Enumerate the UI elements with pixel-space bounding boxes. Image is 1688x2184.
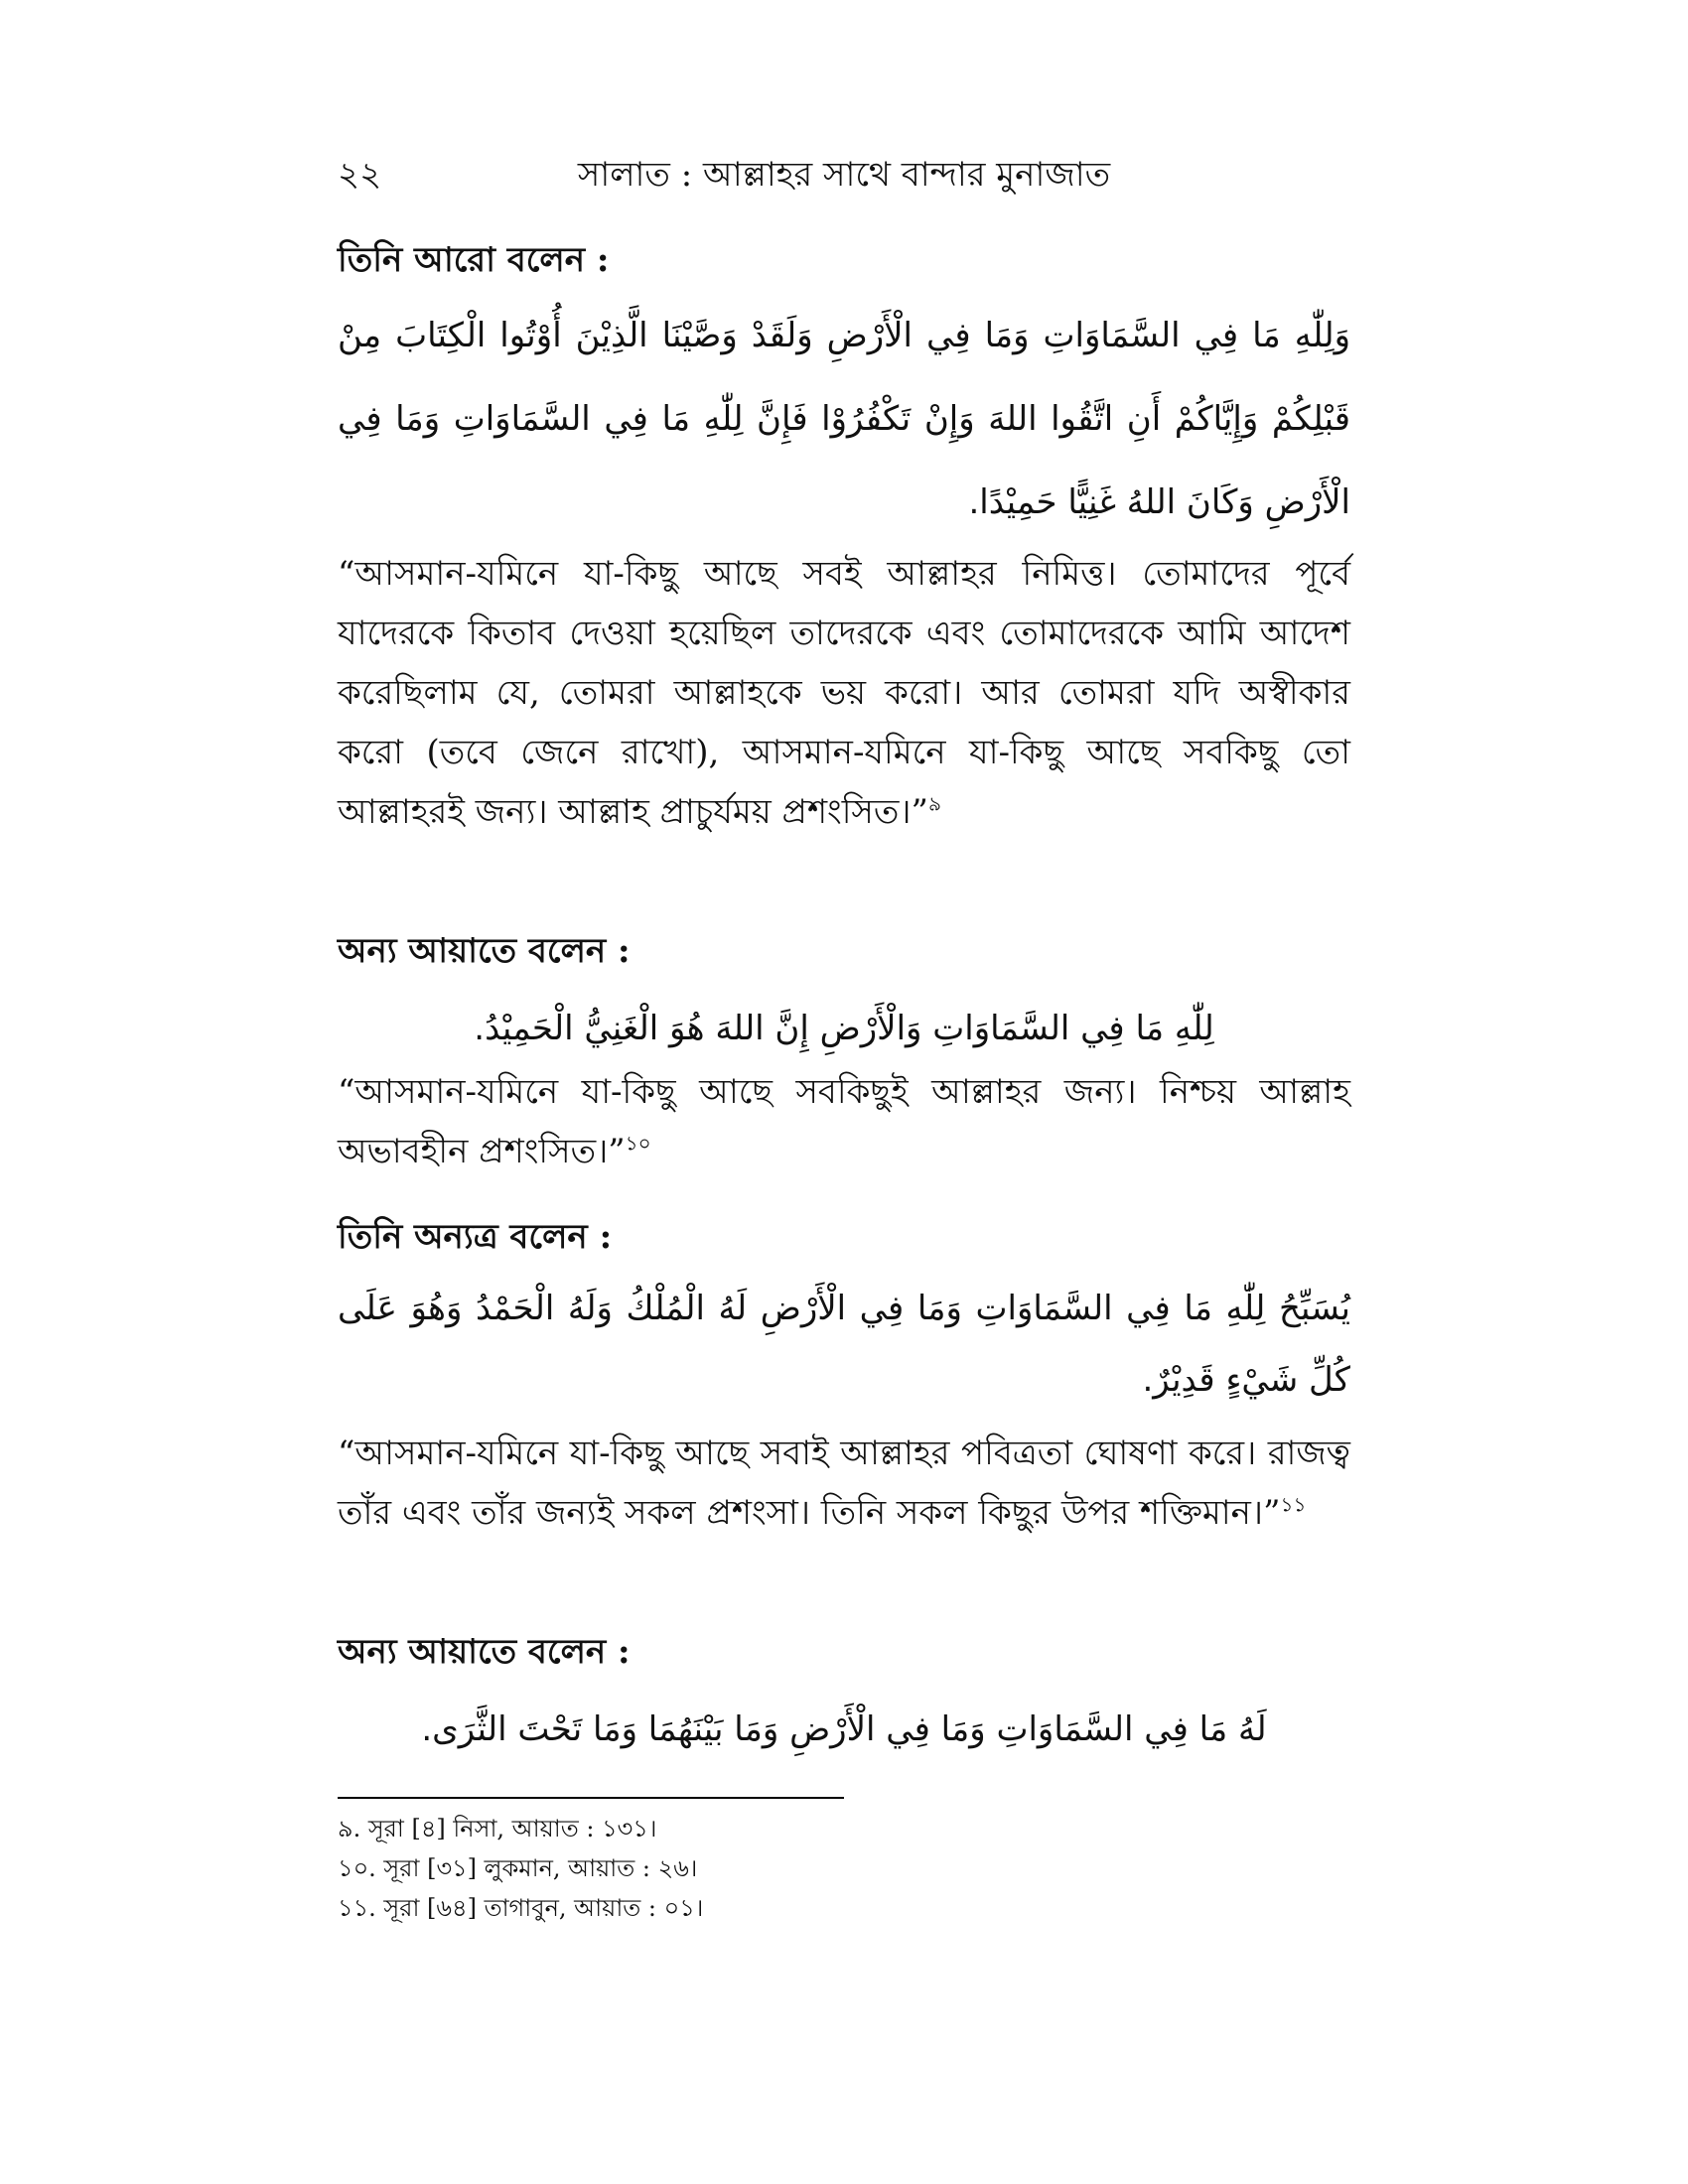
footnote-9: ৯. সূরা [৪] নিসা, আয়াত : ১৩১। [338, 1815, 657, 1843]
footnote-ref: ১০ [625, 1131, 651, 1156]
footnote-10: ১০. সূরা [৩১] লুকমান, আয়াত : ২৬। [338, 1854, 698, 1882]
running-title: সালাত : আল্লাহর সাথে বান্দার মুনাজাত [577, 155, 1111, 195]
footnote-11: ১১. সূরা [৬৪] তাগাবুন, আয়াত : ০১। [338, 1894, 704, 1922]
footnote-divider [338, 1797, 844, 1799]
footnote-ref: ৯ [927, 791, 941, 816]
section-1-translation [338, 544, 1350, 842]
footnote-ref: ১১ [1280, 1492, 1307, 1517]
translation-text: “আসমান-যমিনে যা-কিছু আছে সবই আল্লাহর নিমিত্ত। তোমাদের পূর্বে যাদেরকে কিতাব দেওয়া হয়েছিল তাদেরকে এবং তোমাদেরকে আমি আদেশ করেছিলাম যে, তোমরা আল্লাহকে ভয় করো। আর তোমরা যদি অস্বীকার করো (তবে জেনে রাখো), আসমান-যমিনে যা-কিছু আছে সবকিছু তো আল্লাহরই জন্য। আল্লাহ প্রাচুর্যময় প্রশংসিত।” [338, 554, 1350, 832]
section-2-arabic-verse: لِلّٰهِ مَا فِي السَّمَاوَاتِ وَالْأَرْضِ إِنَّ اللهَ هُوَ الْغَنِيُّ الْحَمِيْدُ. [474, 1009, 1214, 1048]
page-number: ২২ [338, 155, 382, 195]
footnotes [338, 1809, 1350, 1928]
section-3-translation [338, 1424, 1350, 1543]
translation-text: “আসমান-যমিনে যা-কিছু আছে সবকিছুই আল্লাহর জন্য। নিশ্চয় আল্লাহ অভাবহীন প্রশংসিত।” [338, 1072, 1350, 1171]
page-header [338, 149, 1350, 199]
section-1-arabic-verse: وَلِلّٰهِ مَا فِي السَّمَاوَاتِ وَمَا فِي الْأَرْضِ وَلَقَدْ وَصَّيْنَا الَّذِيْنَ أُوْتُوا الْكِتَابَ مِنْ قَبْلِكُمْ وَإِيَّاكُمْ أَنِ اتَّقُوا اللهَ وَإِنْ تَكْفُرُوْا فَإِنَّ لِلّٰهِ مَا فِي السَّمَاوَاتِ وَمَا فِي الْأَرْضِ وَكَانَ اللهُ غَنِيًّا حَمِيْدًا. [338, 316, 1350, 522]
section-1-intro: তিনি আরো বলেন : [338, 240, 610, 280]
section-2-intro: অন্য আয়াতে বলেন : [338, 931, 631, 971]
section-4-intro: অন্য আয়াতে বলেন : [338, 1632, 631, 1672]
translation-text: “আসমান-যমিনে যা-কিছু আছে সবাই আল্লাহর পবিত্রতা ঘোষণা করে। রাজত্ব তাঁর এবং তাঁর জন্যই সকল প্রশংসা। তিনি সকল কিছুর উপর শক্তিমান।” [338, 1433, 1350, 1533]
section-4-arabic-verse: لَهُ مَا فِي السَّمَاوَاتِ وَمَا فِي الْأَرْضِ وَمَا بَيْنَهُمَا وَمَا تَحْتَ الثَّرَى. [421, 1709, 1267, 1749]
section-3-arabic-verse: يُسَبِّحُ لِلّٰهِ مَا فِي السَّمَاوَاتِ وَمَا فِي الْأَرْضِ لَهُ الْمُلْكُ وَلَهُ الْحَمْدُ وَهُوَ عَلَى كُلِّ شَيْءٍ قَدِيْرٌ. [338, 1289, 1350, 1400]
section-2-translation [338, 1062, 1350, 1181]
section-3-intro: তিনি অন্যত্র বলেন : [338, 1217, 613, 1257]
